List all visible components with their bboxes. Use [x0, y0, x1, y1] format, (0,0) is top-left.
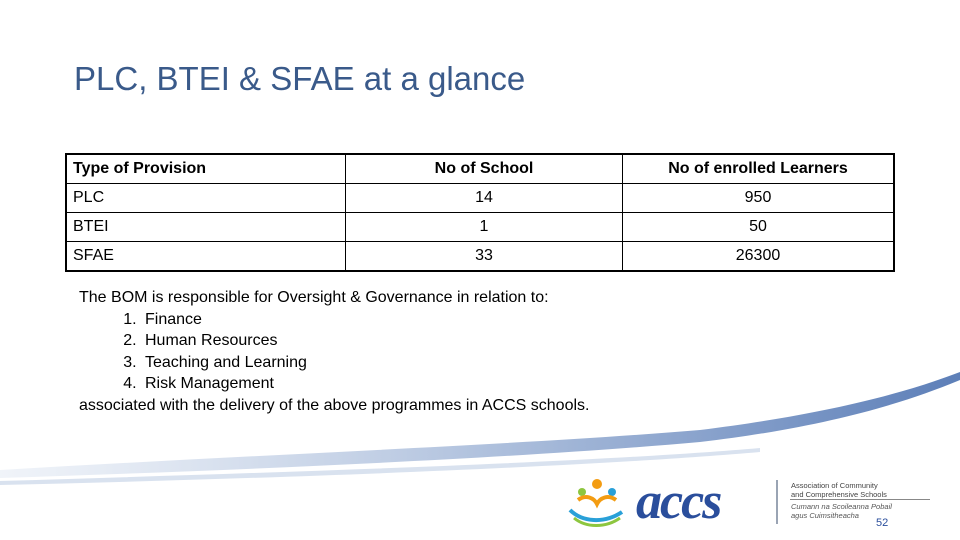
- table-header-row: [66, 154, 894, 184]
- list-item: 3. Teaching and Learning: [141, 352, 589, 374]
- logo-divider: [776, 480, 778, 524]
- table-cell: PLC: [66, 184, 346, 213]
- column-header: No of enrolled Learners: [623, 154, 895, 184]
- outro-line: associated with the delivery of the above programmes in ACCS schools.: [79, 396, 590, 414]
- table-row: [66, 242, 894, 272]
- page-number: 52: [876, 517, 889, 529]
- column-header: Type of Provision: [66, 154, 346, 184]
- table-cell: 14: [346, 184, 623, 213]
- table-cell: 950: [623, 184, 895, 213]
- table-cell: SFAE: [66, 242, 346, 272]
- logo-divider-line: [790, 499, 930, 500]
- table-row: [66, 213, 894, 242]
- logo-line: Cumann na Scoileanna Pobail: [791, 502, 892, 511]
- slide-title: PLC, BTEI & SFAE at a glance: [74, 60, 526, 97]
- logo-text: [791, 482, 892, 520]
- table-cell: 1: [346, 213, 623, 242]
- provision-table: [65, 153, 895, 272]
- list-item: 1. Finance: [141, 309, 589, 331]
- table-cell: BTEI: [66, 213, 346, 242]
- intro-line: The BOM is responsible for Oversight & Governance in relation to:: [79, 289, 549, 306]
- table-cell: 33: [346, 242, 623, 272]
- logo-line: agus Cuimsitheacha: [791, 510, 859, 520]
- column-header: No of School: [346, 154, 623, 184]
- figures-logo-icon: [564, 474, 630, 532]
- logo-line: Association of Community: [791, 481, 878, 490]
- logo-wordmark: accs: [636, 473, 721, 530]
- list-item: 2. Human Resources: [141, 330, 589, 352]
- table-cell: 26300: [623, 242, 895, 272]
- table-cell: 50: [623, 213, 895, 242]
- list-item: 4. Risk Management: [141, 373, 589, 395]
- logo-line: and Comprehensive Schools: [791, 489, 887, 499]
- table-row: [66, 184, 894, 213]
